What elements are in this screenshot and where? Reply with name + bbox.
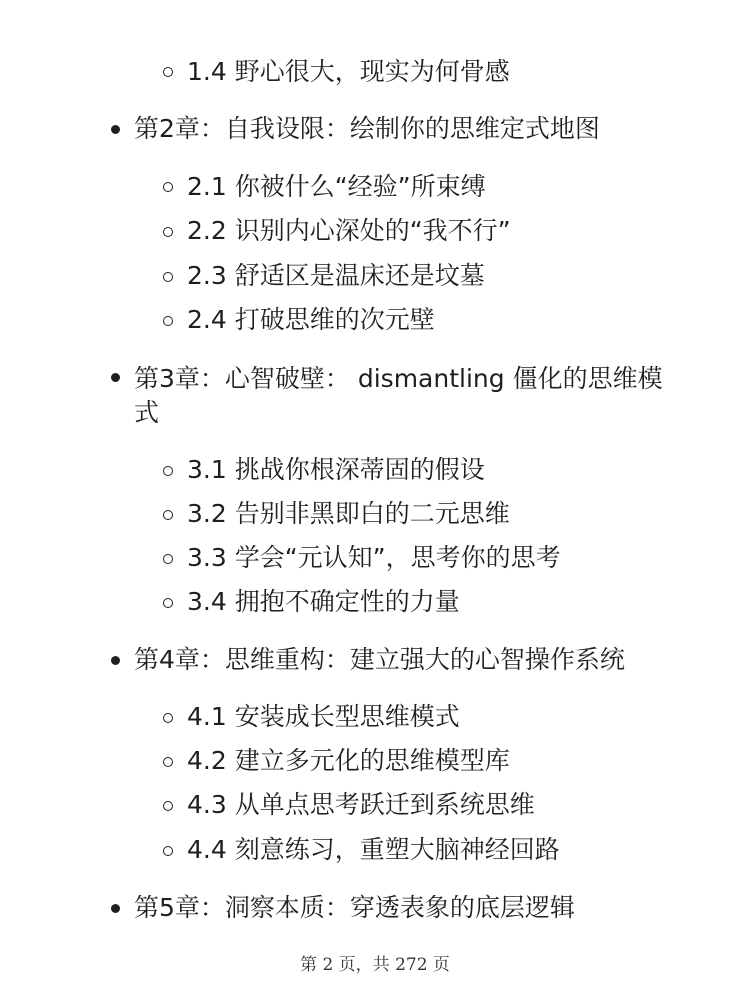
toc-section-item: 3.4 拥抱不确定性的力量 bbox=[187, 587, 460, 616]
page-number-footer: 第 2 页，共 272 页 bbox=[300, 955, 450, 975]
toc-chapter-item: 第5章：洞察本质：穿透表象的底层逻辑 bbox=[134, 893, 575, 922]
disc-bullet-icon bbox=[111, 373, 120, 382]
circle-bullet-icon bbox=[163, 67, 173, 77]
circle-bullet-icon bbox=[163, 713, 173, 723]
disc-bullet-icon bbox=[111, 125, 120, 134]
toc-section-item: 3.2 告别非黑即白的二元思维 bbox=[187, 499, 510, 528]
toc-section-item: 2.1 你被什么“经验”所束缚 bbox=[187, 172, 486, 201]
toc-section-item: 3.1 挑战你根深蒂固的假设 bbox=[187, 455, 485, 484]
toc-section-item: 2.4 打破思维的次元壁 bbox=[187, 305, 435, 334]
disc-bullet-icon bbox=[111, 656, 120, 665]
circle-bullet-icon bbox=[163, 801, 173, 811]
circle-bullet-icon bbox=[163, 846, 173, 856]
toc-section-item: 2.2 识别内心深处的“我不行” bbox=[187, 216, 511, 245]
circle-bullet-icon bbox=[163, 272, 173, 282]
toc-section-item: 3.3 学会“元认知”，思考你的思考 bbox=[187, 543, 561, 572]
circle-bullet-icon bbox=[163, 316, 173, 326]
toc-section-item: 4.1 安装成长型思维模式 bbox=[187, 702, 460, 731]
circle-bullet-icon bbox=[163, 227, 173, 237]
toc-section-item: 4.2 建立多元化的思维模型库 bbox=[187, 746, 510, 775]
circle-bullet-icon bbox=[163, 554, 173, 564]
toc-chapter-item: 第3章：心智破壁： dismantling 僵化的思维模式 bbox=[134, 364, 663, 427]
circle-bullet-icon bbox=[163, 598, 173, 608]
circle-bullet-icon bbox=[163, 182, 173, 192]
toc-section-item: 4.3 从单点思考跃迁到系统思维 bbox=[187, 790, 535, 819]
toc-section-item: 4.4 刻意练习，重塑大脑神经回路 bbox=[187, 835, 560, 864]
toc-chapter-item: 第2章：自我设限：绘制你的思维定式地图 bbox=[134, 114, 600, 143]
disc-bullet-icon bbox=[111, 904, 120, 913]
toc-chapter-item: 第4章：思维重构：建立强大的心智操作系统 bbox=[134, 645, 625, 674]
circle-bullet-icon bbox=[163, 510, 173, 520]
toc-section-item: 2.3 舒适区是温床还是坟墓 bbox=[187, 261, 485, 290]
circle-bullet-icon bbox=[163, 757, 173, 767]
circle-bullet-icon bbox=[163, 466, 173, 476]
toc-section-item: 1.4 野心很大，现实为何骨感 bbox=[187, 57, 510, 86]
